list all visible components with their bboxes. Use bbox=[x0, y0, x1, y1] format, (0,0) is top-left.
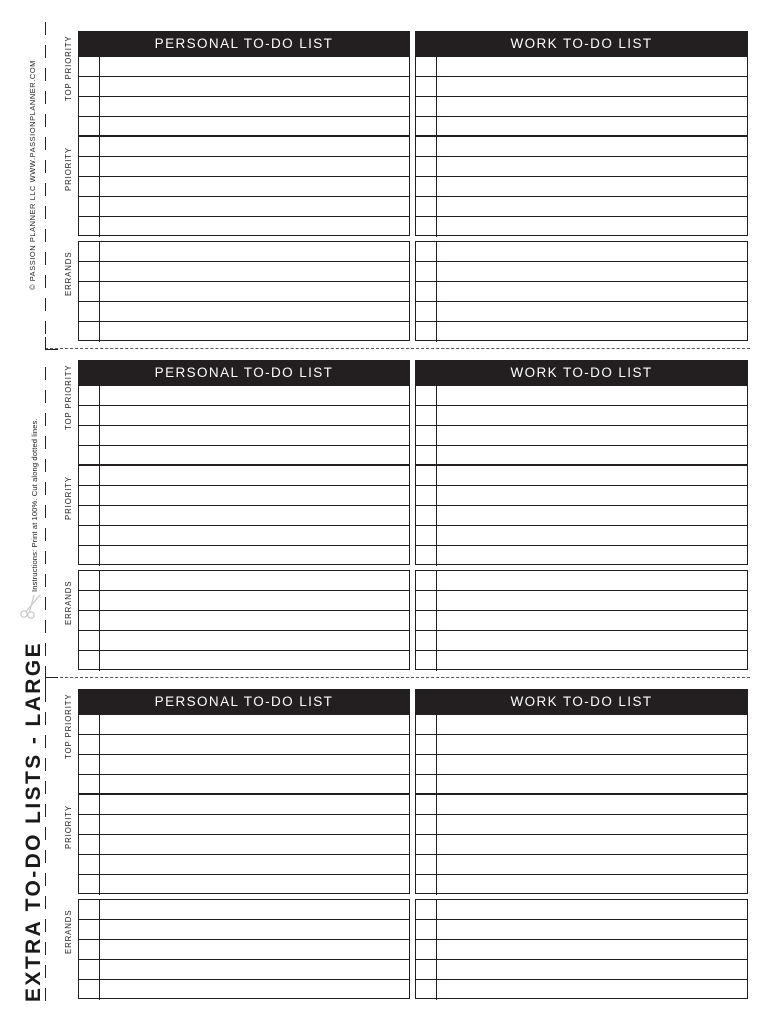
todo-row[interactable] bbox=[79, 302, 409, 322]
todo-row[interactable] bbox=[416, 506, 747, 526]
cut-corner bbox=[45, 337, 58, 350]
checkbox[interactable] bbox=[416, 282, 437, 301]
todo-row[interactable] bbox=[79, 611, 409, 631]
edge-dash bbox=[45, 620, 46, 633]
group-label: TOP PRIORITY bbox=[64, 363, 73, 430]
checkbox[interactable] bbox=[416, 486, 437, 505]
todo-row[interactable] bbox=[79, 795, 409, 815]
todo-row[interactable] bbox=[79, 242, 409, 262]
todo-row[interactable] bbox=[79, 177, 409, 197]
checkbox[interactable] bbox=[79, 157, 100, 176]
edge-dash bbox=[45, 321, 46, 334]
checkbox[interactable] bbox=[79, 735, 100, 754]
todo-row[interactable] bbox=[79, 426, 409, 446]
page-title: EXTRA TO-DO LISTS - LARGE bbox=[22, 640, 45, 1002]
checkbox[interactable] bbox=[416, 571, 437, 590]
todo-row[interactable] bbox=[79, 217, 409, 237]
work-list-box bbox=[415, 136, 748, 236]
checkbox[interactable] bbox=[416, 611, 437, 630]
edge-dash bbox=[45, 114, 46, 127]
group-label: PRIORITY bbox=[64, 804, 73, 849]
block-header bbox=[78, 31, 748, 56]
checkbox[interactable] bbox=[416, 940, 437, 959]
edge-dash bbox=[45, 988, 46, 1001]
todo-row[interactable] bbox=[416, 217, 747, 237]
checkbox[interactable] bbox=[416, 875, 437, 895]
edge-dash bbox=[45, 850, 46, 863]
edge-dash bbox=[45, 827, 46, 840]
group-label: ERRANDS bbox=[64, 909, 73, 954]
todo-row[interactable] bbox=[416, 591, 747, 611]
todo-row[interactable] bbox=[79, 715, 409, 735]
todo-row[interactable] bbox=[416, 775, 747, 795]
work-list-header: WORK TO-DO LIST bbox=[415, 689, 748, 714]
edge-dash bbox=[45, 275, 46, 288]
checkbox[interactable] bbox=[79, 571, 100, 590]
checkbox[interactable] bbox=[416, 157, 437, 176]
checkbox[interactable] bbox=[79, 137, 100, 156]
checkbox[interactable] bbox=[79, 960, 100, 979]
edge-dash bbox=[45, 528, 46, 541]
group-label: TOP PRIORITY bbox=[64, 34, 73, 101]
checkbox[interactable] bbox=[79, 920, 100, 939]
checkbox[interactable] bbox=[416, 526, 437, 545]
edge-dash bbox=[45, 689, 46, 702]
todo-block bbox=[60, 689, 748, 1002]
todo-row[interactable] bbox=[79, 117, 409, 137]
todo-row[interactable] bbox=[416, 446, 747, 466]
work-list-header: WORK TO-DO LIST bbox=[415, 31, 748, 56]
edge-dash bbox=[45, 367, 46, 380]
work-list-box bbox=[415, 385, 748, 465]
personal-list-box bbox=[78, 570, 410, 670]
checkbox[interactable] bbox=[416, 322, 437, 342]
checkbox[interactable] bbox=[79, 97, 100, 116]
personal-list-box bbox=[78, 385, 410, 465]
todo-block bbox=[60, 31, 748, 344]
todo-row[interactable] bbox=[416, 242, 747, 262]
edge-dash bbox=[45, 22, 46, 35]
todo-row[interactable] bbox=[416, 815, 747, 835]
checkbox[interactable] bbox=[416, 137, 437, 156]
edge-dash bbox=[45, 873, 46, 886]
todo-row[interactable] bbox=[79, 815, 409, 835]
priority-group bbox=[60, 465, 748, 565]
checkbox[interactable] bbox=[416, 506, 437, 525]
todo-row[interactable] bbox=[416, 177, 747, 197]
edge-dash bbox=[45, 574, 46, 587]
checkbox[interactable] bbox=[416, 242, 437, 261]
todo-row[interactable] bbox=[416, 57, 747, 77]
todo-row[interactable] bbox=[416, 855, 747, 875]
group-label: ERRANDS bbox=[64, 251, 73, 296]
checkbox[interactable] bbox=[416, 406, 437, 425]
todo-row[interactable] bbox=[79, 775, 409, 795]
todo-row[interactable] bbox=[416, 486, 747, 506]
checkbox[interactable] bbox=[79, 77, 100, 96]
checkbox[interactable] bbox=[79, 940, 100, 959]
checkbox[interactable] bbox=[79, 755, 100, 774]
personal-list-header: PERSONAL TO-DO LIST bbox=[78, 689, 410, 714]
checkbox[interactable] bbox=[79, 855, 100, 874]
work-list-box bbox=[415, 56, 748, 136]
group-label: ERRANDS bbox=[64, 580, 73, 625]
block-header bbox=[78, 360, 748, 385]
todo-row[interactable] bbox=[416, 611, 747, 631]
todo-row[interactable] bbox=[79, 755, 409, 775]
cut-line bbox=[45, 677, 750, 678]
todo-row[interactable] bbox=[79, 506, 409, 526]
todo-row[interactable] bbox=[416, 526, 747, 546]
todo-row[interactable] bbox=[79, 386, 409, 406]
todo-row[interactable] bbox=[79, 157, 409, 177]
edge-dash bbox=[45, 896, 46, 909]
edge-dash bbox=[45, 804, 46, 817]
todo-row[interactable] bbox=[416, 651, 747, 671]
copyright-text: © PASSION PLANNER LLC WWW.PASSIONPLANNER.COM bbox=[28, 60, 37, 290]
todo-row[interactable] bbox=[416, 117, 747, 137]
edge-dash bbox=[45, 45, 46, 58]
todo-row[interactable] bbox=[416, 980, 747, 1000]
checkbox[interactable] bbox=[79, 775, 100, 795]
todo-row[interactable] bbox=[416, 322, 747, 342]
todo-row[interactable] bbox=[79, 940, 409, 960]
checkbox[interactable] bbox=[79, 406, 100, 425]
checkbox[interactable] bbox=[79, 506, 100, 525]
todo-block bbox=[60, 360, 748, 673]
todo-row[interactable] bbox=[79, 735, 409, 755]
edge-dash bbox=[45, 758, 46, 771]
edge-dash bbox=[45, 229, 46, 242]
checkbox[interactable] bbox=[416, 835, 437, 854]
todo-row[interactable] bbox=[79, 855, 409, 875]
todo-row[interactable] bbox=[79, 77, 409, 97]
todo-row[interactable] bbox=[416, 466, 747, 486]
checkbox[interactable] bbox=[79, 302, 100, 321]
scissors-icon bbox=[18, 592, 44, 620]
checkbox[interactable] bbox=[416, 591, 437, 610]
edge-dash bbox=[45, 735, 46, 748]
todo-row[interactable] bbox=[416, 97, 747, 117]
checkbox[interactable] bbox=[79, 631, 100, 650]
priority-group bbox=[60, 570, 748, 670]
edge-dash bbox=[45, 965, 46, 978]
checkbox[interactable] bbox=[416, 57, 437, 76]
todo-row[interactable] bbox=[416, 900, 747, 920]
edge-dash bbox=[45, 643, 46, 656]
work-list-box bbox=[415, 899, 748, 999]
todo-row[interactable] bbox=[416, 940, 747, 960]
checkbox[interactable] bbox=[79, 117, 100, 137]
edge-dash bbox=[45, 919, 46, 932]
checkbox[interactable] bbox=[416, 77, 437, 96]
checkbox[interactable] bbox=[79, 57, 100, 76]
todo-row[interactable] bbox=[79, 466, 409, 486]
priority-group bbox=[60, 136, 748, 236]
checkbox[interactable] bbox=[416, 715, 437, 734]
checkbox[interactable] bbox=[416, 117, 437, 137]
checkbox[interactable] bbox=[79, 980, 100, 1000]
checkbox[interactable] bbox=[79, 466, 100, 485]
checkbox[interactable] bbox=[79, 651, 100, 671]
checkbox[interactable] bbox=[79, 546, 100, 566]
todo-row[interactable] bbox=[79, 960, 409, 980]
checkbox[interactable] bbox=[79, 386, 100, 405]
edge-dash bbox=[45, 252, 46, 265]
todo-row[interactable] bbox=[79, 406, 409, 426]
checkbox[interactable] bbox=[79, 322, 100, 342]
checkbox[interactable] bbox=[416, 302, 437, 321]
work-list-box bbox=[415, 714, 748, 794]
todo-row[interactable] bbox=[79, 446, 409, 466]
edge-dash bbox=[45, 712, 46, 725]
checkbox[interactable] bbox=[416, 920, 437, 939]
checkbox[interactable] bbox=[416, 386, 437, 405]
edge-dash bbox=[45, 137, 46, 150]
checkbox[interactable] bbox=[79, 446, 100, 466]
todo-row[interactable] bbox=[79, 651, 409, 671]
edge-dash bbox=[45, 459, 46, 472]
checkbox[interactable] bbox=[79, 262, 100, 281]
checkbox[interactable] bbox=[416, 217, 437, 237]
todo-row[interactable] bbox=[416, 875, 747, 895]
todo-row[interactable] bbox=[416, 262, 747, 282]
personal-list-box bbox=[78, 714, 410, 794]
todo-row[interactable] bbox=[79, 835, 409, 855]
todo-row[interactable] bbox=[416, 157, 747, 177]
todo-row[interactable] bbox=[416, 546, 747, 566]
checkbox[interactable] bbox=[79, 900, 100, 919]
edge-dash bbox=[45, 505, 46, 518]
personal-list-header: PERSONAL TO-DO LIST bbox=[78, 31, 410, 56]
edge-dash bbox=[45, 91, 46, 104]
priority-group bbox=[60, 241, 748, 341]
work-list-box bbox=[415, 570, 748, 670]
checkbox[interactable] bbox=[416, 546, 437, 566]
personal-list-box bbox=[78, 794, 410, 894]
todo-row[interactable] bbox=[79, 197, 409, 217]
todo-row[interactable] bbox=[79, 282, 409, 302]
cut-corner bbox=[45, 677, 58, 690]
todo-row[interactable] bbox=[416, 571, 747, 591]
checkbox[interactable] bbox=[79, 177, 100, 196]
todo-row[interactable] bbox=[79, 571, 409, 591]
todo-row[interactable] bbox=[79, 631, 409, 651]
todo-row[interactable] bbox=[79, 57, 409, 77]
personal-list-box bbox=[78, 136, 410, 236]
todo-row[interactable] bbox=[416, 426, 747, 446]
work-list-box bbox=[415, 465, 748, 565]
edge-dash bbox=[45, 183, 46, 196]
group-label: PRIORITY bbox=[64, 475, 73, 520]
edge-dash bbox=[45, 390, 46, 403]
edge-dash bbox=[45, 68, 46, 81]
todo-row[interactable] bbox=[79, 137, 409, 157]
checkbox[interactable] bbox=[416, 97, 437, 116]
edge-dash bbox=[45, 781, 46, 794]
todo-row[interactable] bbox=[416, 386, 747, 406]
checkbox[interactable] bbox=[416, 855, 437, 874]
todo-row[interactable] bbox=[79, 980, 409, 1000]
checkbox[interactable] bbox=[416, 735, 437, 754]
checkbox[interactable] bbox=[416, 815, 437, 834]
checkbox[interactable] bbox=[79, 795, 100, 814]
checkbox[interactable] bbox=[79, 486, 100, 505]
todo-row[interactable] bbox=[79, 875, 409, 895]
checkbox[interactable] bbox=[79, 611, 100, 630]
block-header bbox=[78, 689, 748, 714]
work-list-header: WORK TO-DO LIST bbox=[415, 360, 748, 385]
todo-row[interactable] bbox=[416, 735, 747, 755]
checkbox[interactable] bbox=[416, 755, 437, 774]
edge-dash bbox=[45, 298, 46, 311]
edge-dash bbox=[45, 206, 46, 219]
checkbox[interactable] bbox=[79, 526, 100, 545]
checkbox[interactable] bbox=[79, 426, 100, 445]
checkbox[interactable] bbox=[79, 835, 100, 854]
todo-row[interactable] bbox=[79, 97, 409, 117]
checkbox[interactable] bbox=[79, 875, 100, 895]
todo-row[interactable] bbox=[79, 486, 409, 506]
todo-row[interactable] bbox=[416, 282, 747, 302]
checkbox[interactable] bbox=[416, 631, 437, 650]
todo-row[interactable] bbox=[416, 406, 747, 426]
todo-row[interactable] bbox=[79, 262, 409, 282]
checkbox[interactable] bbox=[79, 242, 100, 261]
priority-group bbox=[60, 899, 748, 999]
edge-dash bbox=[45, 436, 46, 449]
edge-dash bbox=[45, 413, 46, 426]
personal-list-box bbox=[78, 241, 410, 341]
instructions-text: Instructions: Print at 100%. Cut along dotted lines. bbox=[30, 418, 39, 592]
checkbox[interactable] bbox=[416, 262, 437, 281]
todo-row[interactable] bbox=[79, 920, 409, 940]
cut-line bbox=[45, 348, 750, 349]
edge-dash bbox=[45, 597, 46, 610]
todo-row[interactable] bbox=[416, 137, 747, 157]
personal-list-box bbox=[78, 56, 410, 136]
todo-row[interactable] bbox=[416, 920, 747, 940]
todo-row[interactable] bbox=[416, 835, 747, 855]
edge-dash bbox=[45, 482, 46, 495]
checkbox[interactable] bbox=[79, 197, 100, 216]
checkbox[interactable] bbox=[416, 980, 437, 1000]
checkbox[interactable] bbox=[416, 446, 437, 466]
checkbox[interactable] bbox=[416, 426, 437, 445]
checkbox[interactable] bbox=[79, 217, 100, 237]
checkbox[interactable] bbox=[416, 466, 437, 485]
todo-row[interactable] bbox=[79, 322, 409, 342]
todo-row[interactable] bbox=[416, 755, 747, 775]
edge-dash bbox=[45, 551, 46, 564]
todo-row[interactable] bbox=[416, 197, 747, 217]
checkbox[interactable] bbox=[416, 775, 437, 795]
personal-list-box bbox=[78, 465, 410, 565]
checkbox[interactable] bbox=[79, 591, 100, 610]
todo-row[interactable] bbox=[79, 900, 409, 920]
personal-list-box bbox=[78, 899, 410, 999]
checkbox[interactable] bbox=[416, 197, 437, 216]
checkbox[interactable] bbox=[79, 282, 100, 301]
checkbox[interactable] bbox=[79, 815, 100, 834]
personal-list-header: PERSONAL TO-DO LIST bbox=[78, 360, 410, 385]
checkbox[interactable] bbox=[416, 177, 437, 196]
priority-group bbox=[60, 794, 748, 894]
work-list-box bbox=[415, 241, 748, 341]
checkbox[interactable] bbox=[416, 795, 437, 814]
todo-row[interactable] bbox=[416, 715, 747, 735]
todo-row[interactable] bbox=[416, 631, 747, 651]
work-list-box bbox=[415, 794, 748, 894]
todo-row[interactable] bbox=[416, 960, 747, 980]
edge-dash bbox=[45, 160, 46, 173]
edge-dash bbox=[45, 942, 46, 955]
todo-row[interactable] bbox=[416, 77, 747, 97]
group-label: TOP PRIORITY bbox=[64, 692, 73, 759]
checkbox[interactable] bbox=[416, 651, 437, 671]
todo-row[interactable] bbox=[79, 526, 409, 546]
checkbox[interactable] bbox=[416, 900, 437, 919]
todo-row[interactable] bbox=[416, 795, 747, 815]
todo-row[interactable] bbox=[79, 591, 409, 611]
group-label: PRIORITY bbox=[64, 146, 73, 191]
checkbox[interactable] bbox=[79, 715, 100, 734]
todo-row[interactable] bbox=[416, 302, 747, 322]
checkbox[interactable] bbox=[416, 960, 437, 979]
todo-row[interactable] bbox=[79, 546, 409, 566]
